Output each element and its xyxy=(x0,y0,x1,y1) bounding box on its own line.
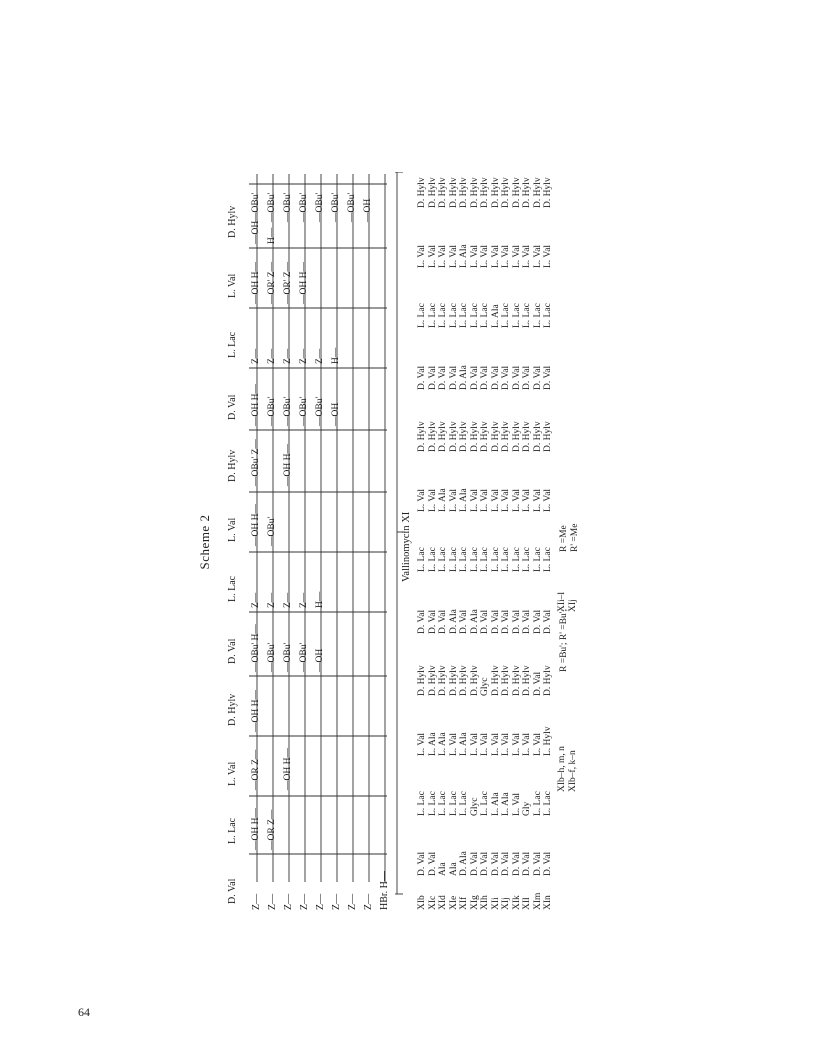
table-cell: D. Hylv xyxy=(459,665,469,696)
table-column xyxy=(417,244,554,268)
table-cell: L. Lac xyxy=(501,547,511,572)
table-cell: D. Val xyxy=(490,609,501,634)
column-header: D. Val xyxy=(227,638,238,664)
table-cell: D. Val xyxy=(469,365,480,390)
table-cell: D. Hylv xyxy=(522,665,532,696)
cell-label: Z— xyxy=(251,592,261,608)
cell-label: Z— xyxy=(283,348,293,364)
cell-label: —OBu' xyxy=(315,396,325,426)
table-cell: L. Val xyxy=(417,488,427,512)
table-cell: D. Hylv xyxy=(511,421,522,452)
table-cell: D. Hylv xyxy=(459,421,469,452)
footnote: R =Bu'; R' =Bu'; xyxy=(559,608,569,672)
table-cell: L. Lac xyxy=(522,547,532,572)
table-cell: L. Lac xyxy=(543,303,553,328)
row-start-label: Z— xyxy=(299,893,310,910)
column-header: D. Hylv xyxy=(227,449,238,482)
table-cell: L. Lac xyxy=(448,791,459,816)
cell-label: —OH H— xyxy=(251,808,261,850)
table-cell: D. Val xyxy=(490,365,501,390)
table-cell: D. Hylv xyxy=(448,665,459,696)
footnote: R' =Me xyxy=(570,523,580,552)
scheme-title: Scheme 2 xyxy=(197,514,212,570)
table-cell: L. Val xyxy=(543,488,553,512)
table-cell: D. Val xyxy=(532,609,543,634)
table-cell: D. Hylv xyxy=(480,177,490,208)
table-cell: D. Hylv xyxy=(438,421,448,452)
table-cell: D. Ala xyxy=(459,851,469,876)
footnote: R =Me xyxy=(559,525,569,552)
table-cell: D. Val xyxy=(438,609,448,634)
column-header: D. Hylv xyxy=(227,205,238,238)
table-cell: D. Val xyxy=(543,609,553,634)
column-header: L. Lac xyxy=(227,575,238,602)
cell-label: Z— xyxy=(299,348,309,364)
table-cell: Glyc xyxy=(480,677,490,696)
table-cell: L. Val xyxy=(427,244,438,268)
cell-label: —OH H— xyxy=(251,504,261,546)
table-cell: D. Hylv xyxy=(427,177,438,208)
table-cell: D. Hylv xyxy=(522,421,532,452)
table-cell: L. Hylv xyxy=(543,726,553,756)
table-column xyxy=(417,609,554,634)
compound-id: XIg xyxy=(469,895,480,910)
table-cell: D. Hylv xyxy=(427,665,438,696)
table-cell: D. Hylv xyxy=(532,177,543,208)
cell-label: —OR Z— xyxy=(251,749,261,790)
table-cell: D. Hylv xyxy=(490,421,501,452)
table-cell: D. Hylv xyxy=(469,665,480,696)
table-cell: D. Val xyxy=(469,851,480,876)
table-cell: D. Val xyxy=(522,609,532,634)
cell-label: Z— xyxy=(315,348,325,364)
table-cell: D. Hylv xyxy=(438,665,448,696)
table-cell: L. Val xyxy=(532,488,543,512)
table-cell: D. Val xyxy=(532,671,543,696)
cell-label: Z— xyxy=(299,592,309,608)
table-cell: L. Lac xyxy=(438,791,448,816)
table-cell: Glyc xyxy=(469,797,480,816)
cell-label: —OH H— xyxy=(283,444,293,486)
table-cell: D. Val xyxy=(448,365,459,390)
table-cell: L. Ala xyxy=(459,244,469,268)
table-cell: L. Lac xyxy=(427,791,438,816)
cell-label: —OR' Z— xyxy=(267,261,277,304)
cell-label: —OH H— xyxy=(299,262,309,304)
table-cell: D. Hylv xyxy=(543,177,553,208)
table-cell: L. Lac xyxy=(448,547,459,572)
table-cell: L. Val xyxy=(543,244,553,268)
table-cell: D. Val xyxy=(543,851,553,876)
table-cell: D. Hylv xyxy=(522,177,532,208)
table-cell: L. Lac xyxy=(490,547,501,572)
table-cell: D. Hylv xyxy=(438,177,448,208)
table-cell: L. Val xyxy=(448,244,459,268)
table-cell: D. Hylv xyxy=(543,665,553,696)
row-start-label: Z— xyxy=(267,893,278,910)
cell-label: —OR Z— xyxy=(267,809,277,850)
cell-label: —OBu' xyxy=(299,642,309,672)
table-cell: D. Ala xyxy=(459,365,469,390)
table-cell: L. Val xyxy=(522,244,532,268)
table-cell: L. Val xyxy=(438,244,448,268)
row-start-label: Z— xyxy=(251,893,262,910)
table-cell: L. Val xyxy=(511,488,522,512)
cell-label: —OBu' xyxy=(267,192,277,222)
compound-id: XIh xyxy=(480,895,490,910)
table-cell: L. Lac xyxy=(427,303,438,328)
table-cell: D. Val xyxy=(532,851,543,876)
cell-label: Z— xyxy=(251,348,261,364)
table-cell: D. Val xyxy=(480,365,490,390)
table-column xyxy=(417,421,554,452)
table-cell: L. Val xyxy=(480,244,490,268)
cell-label: —OBu' xyxy=(283,396,293,426)
table-cell: D. Hylv xyxy=(511,177,522,208)
table-cell: D. Val xyxy=(427,851,438,876)
cell-label: —OBu' xyxy=(251,192,261,222)
table-cell: D. Val xyxy=(501,609,511,634)
footnote: XIb–f, k–n xyxy=(568,750,578,792)
table-cell: L. Val xyxy=(417,732,427,756)
column-header: D. Val xyxy=(227,394,238,420)
compound-id: XIc xyxy=(427,895,438,910)
table-cell: D. Val xyxy=(501,851,511,876)
table-cell: L. Val xyxy=(427,488,438,512)
table-cell: L. Val xyxy=(511,792,522,816)
table-cell: L. Ala xyxy=(501,792,511,816)
scheme-rotated-block xyxy=(197,172,697,912)
table-column xyxy=(417,791,554,816)
table-column xyxy=(417,488,554,512)
cell-label: —OH H— xyxy=(251,262,261,304)
cell-label: H— xyxy=(267,227,277,244)
table-cell: L. Val xyxy=(501,244,511,268)
table-cell: D. Val xyxy=(417,609,427,634)
row-start-label: Z— xyxy=(315,893,326,910)
table-cell: L. Lac xyxy=(501,303,511,328)
table-cell: L. Lac xyxy=(522,303,532,328)
compound-id: XIe xyxy=(448,895,459,910)
table-cell: L. Lac xyxy=(417,791,427,816)
compound-id: XIm xyxy=(532,892,543,910)
table-cell: L. Val xyxy=(490,488,501,512)
footnote: XIj xyxy=(568,599,578,612)
row-start-label: Z— xyxy=(363,893,374,910)
table-cell: L. Val xyxy=(448,488,459,512)
cell-label: —OH xyxy=(251,220,261,244)
table-cell: L. Lac xyxy=(459,791,469,816)
table-column xyxy=(417,665,554,696)
compound-id: XIi xyxy=(490,897,501,910)
compound-id: XIn xyxy=(543,895,553,910)
column-header: D. Hylv xyxy=(227,693,238,726)
cell-label: —OBu' xyxy=(347,192,357,222)
table-cell: D. Ala xyxy=(448,609,459,634)
table-cell: L. Lac xyxy=(511,303,522,328)
table-column xyxy=(417,851,554,876)
compound-id: XIk xyxy=(511,895,522,910)
table-cell: D. Hylv xyxy=(480,421,490,452)
table-cell: D. Val xyxy=(427,609,438,634)
table-cell: L. Lac xyxy=(427,547,438,572)
table-cell: D. Val xyxy=(480,609,490,634)
column-header: D. Val xyxy=(227,878,238,904)
table-cell: L. Val xyxy=(490,244,501,268)
row-start-label: HBr. H— xyxy=(379,871,390,910)
cell-label: —OBu' xyxy=(331,192,341,222)
table-cell: L. Lac xyxy=(480,303,490,328)
column-header: L. Lac xyxy=(227,817,238,844)
table-cell: D. Val xyxy=(511,851,522,876)
table-cell: L. Val xyxy=(417,244,427,268)
table-cell: D. Hylv xyxy=(417,177,427,208)
table-cell: Gly xyxy=(522,801,532,816)
table-cell: L. Lac xyxy=(532,303,543,328)
table-cell: D. Hylv xyxy=(469,421,480,452)
cell-label: —OBu' xyxy=(283,192,293,222)
table-cell: L. Ala xyxy=(459,732,469,756)
cell-label: —OH H— xyxy=(251,384,261,426)
table-cell: D. Hylv xyxy=(501,421,511,452)
row-start-label: Z— xyxy=(283,893,294,910)
cell-label: —OH xyxy=(331,402,341,426)
table-cell: L. Lac xyxy=(511,547,522,572)
table-cell: D. Val xyxy=(459,609,469,634)
table-column xyxy=(417,303,554,328)
table-cell: D. Val xyxy=(417,365,427,390)
table-column xyxy=(417,547,554,572)
table-cell: L. Val xyxy=(532,244,543,268)
table-cell: L. Val xyxy=(469,488,480,512)
table-cell: L. Val xyxy=(522,732,532,756)
cell-label: —OBu' xyxy=(267,516,277,546)
table-cell: D. Hylv xyxy=(511,665,522,696)
table-cell: L. Lac xyxy=(417,303,427,328)
table-cell: L. Val xyxy=(501,488,511,512)
table-cell: D. Val xyxy=(532,365,543,390)
table-cell: L. Lac xyxy=(543,791,553,816)
table-cell: D. Val xyxy=(427,365,438,390)
table-cell: Ala xyxy=(448,862,459,876)
cell-label: Z— xyxy=(283,592,293,608)
compound-id: XIl xyxy=(522,897,532,910)
cell-label: —OH xyxy=(363,198,373,222)
table-column xyxy=(417,177,554,208)
cell-label: H— xyxy=(315,591,325,608)
table-cell: L. Lac xyxy=(543,547,553,572)
table-cell: L. Val xyxy=(469,244,480,268)
table-cell: L. Val xyxy=(490,732,501,756)
column-header: L. Lac xyxy=(227,331,238,358)
table-cell: D. Hylv xyxy=(501,177,511,208)
footnote: XIb–h, m, n xyxy=(557,746,567,792)
table-cell: L. Lac xyxy=(459,303,469,328)
table-cell: L. Ala xyxy=(490,792,501,816)
cell-label: Z— xyxy=(267,592,277,608)
footnote: XIi–l xyxy=(557,591,567,612)
compound-id: XId xyxy=(438,895,448,910)
table-cell: Ala xyxy=(438,862,448,876)
cell-label: —OH H— xyxy=(283,748,293,790)
page-number: 64 xyxy=(78,1005,90,1019)
table-cell: L. Lac xyxy=(469,303,480,328)
compound-id: XIf xyxy=(459,896,469,910)
table-cell: D. Val xyxy=(480,851,490,876)
table-cell: L. Val xyxy=(511,244,522,268)
table-cell: L. Lac xyxy=(448,303,459,328)
table-cell: L. Val xyxy=(448,732,459,756)
cell-label: H— xyxy=(331,347,341,364)
table-cell: L. Ala xyxy=(459,488,469,512)
table-cell: L. Val xyxy=(480,488,490,512)
cell-label: —OBu' xyxy=(267,642,277,672)
table-cell: L. Val xyxy=(511,732,522,756)
table-cell: D. Val xyxy=(417,851,427,876)
table-cell: L. Val xyxy=(532,732,543,756)
table-cell: D. Hylv xyxy=(417,421,427,452)
column-header: L. Val xyxy=(227,273,238,298)
table-cell: L. Ala xyxy=(490,304,501,328)
row-start-label: Z— xyxy=(347,893,358,910)
row-start-label: Z— xyxy=(331,893,342,910)
vallinomycin-label: Vallinomycin XI xyxy=(401,511,412,582)
table-cell: L. Val xyxy=(501,732,511,756)
table-cell: D. Hylv xyxy=(417,665,427,696)
table-cell: D. Hylv xyxy=(427,421,438,452)
cell-label: —OBu' Z— xyxy=(251,439,261,486)
table-cell: D. Hylv xyxy=(532,421,543,452)
table-cell: D. Val xyxy=(438,365,448,390)
table-cell: L. Lac xyxy=(438,303,448,328)
compound-id-column xyxy=(417,893,554,910)
table-cell: D. Val xyxy=(490,851,501,876)
cell-label: —OH H— xyxy=(251,690,261,732)
table-cell: L. Lac xyxy=(417,547,427,572)
table-cell: L. Lac xyxy=(532,791,543,816)
table-cell: D. Hylv xyxy=(490,177,501,208)
cell-label: —OBu' xyxy=(267,396,277,426)
column-header: L. Val xyxy=(227,761,238,786)
table-cell: L. Val xyxy=(469,732,480,756)
table-cell: D. Val xyxy=(543,365,553,390)
table-cell: D. Val xyxy=(522,851,532,876)
compound-id: XIj xyxy=(501,897,511,910)
table-cell: L. Val xyxy=(522,488,532,512)
cell-label: —OBu' H— xyxy=(251,624,261,672)
cell-label: Z— xyxy=(267,348,277,364)
table-cell: D. Hylv xyxy=(469,177,480,208)
table-cell: L. Lac xyxy=(438,547,448,572)
table-cell: D. Hylv xyxy=(459,177,469,208)
table-cell: D. Hylv xyxy=(448,421,459,452)
table-cell: D. Hylv xyxy=(448,177,459,208)
table-cell: L. Lac xyxy=(469,547,480,572)
table-cell: D. Hylv xyxy=(501,665,511,696)
table-cell: L. Ala xyxy=(438,732,448,756)
column-header: L. Val xyxy=(227,517,238,542)
table-column xyxy=(417,365,554,390)
table-column xyxy=(417,726,554,756)
table-cell: L. Ala xyxy=(427,732,438,756)
table-cell: D. Hylv xyxy=(490,665,501,696)
table-cell: L. Lac xyxy=(459,547,469,572)
table-cell: D. Hylv xyxy=(543,421,553,452)
table-cell: D. Ala xyxy=(469,609,480,634)
compound-id: XIb xyxy=(417,895,427,910)
table-cell: D. Val xyxy=(522,365,532,390)
cell-label: —OBu' xyxy=(299,396,309,426)
table-cell: D. Val xyxy=(501,365,511,390)
cell-label: —OBu' xyxy=(283,642,293,672)
table-cell: L. Ala xyxy=(438,488,448,512)
table-cell: D. Val xyxy=(511,609,522,634)
table-cell: L. Lac xyxy=(480,791,490,816)
table-cell: L. Lac xyxy=(532,547,543,572)
table-cell: D. Val xyxy=(511,365,522,390)
cell-label: —OH xyxy=(315,648,325,672)
cell-label: —OBu' xyxy=(315,192,325,222)
table-cell: L. Val xyxy=(480,732,490,756)
cell-label: —OBu' xyxy=(299,192,309,222)
table-cell: L. Lac xyxy=(480,547,490,572)
cell-label: —OR' Z— xyxy=(283,261,293,304)
